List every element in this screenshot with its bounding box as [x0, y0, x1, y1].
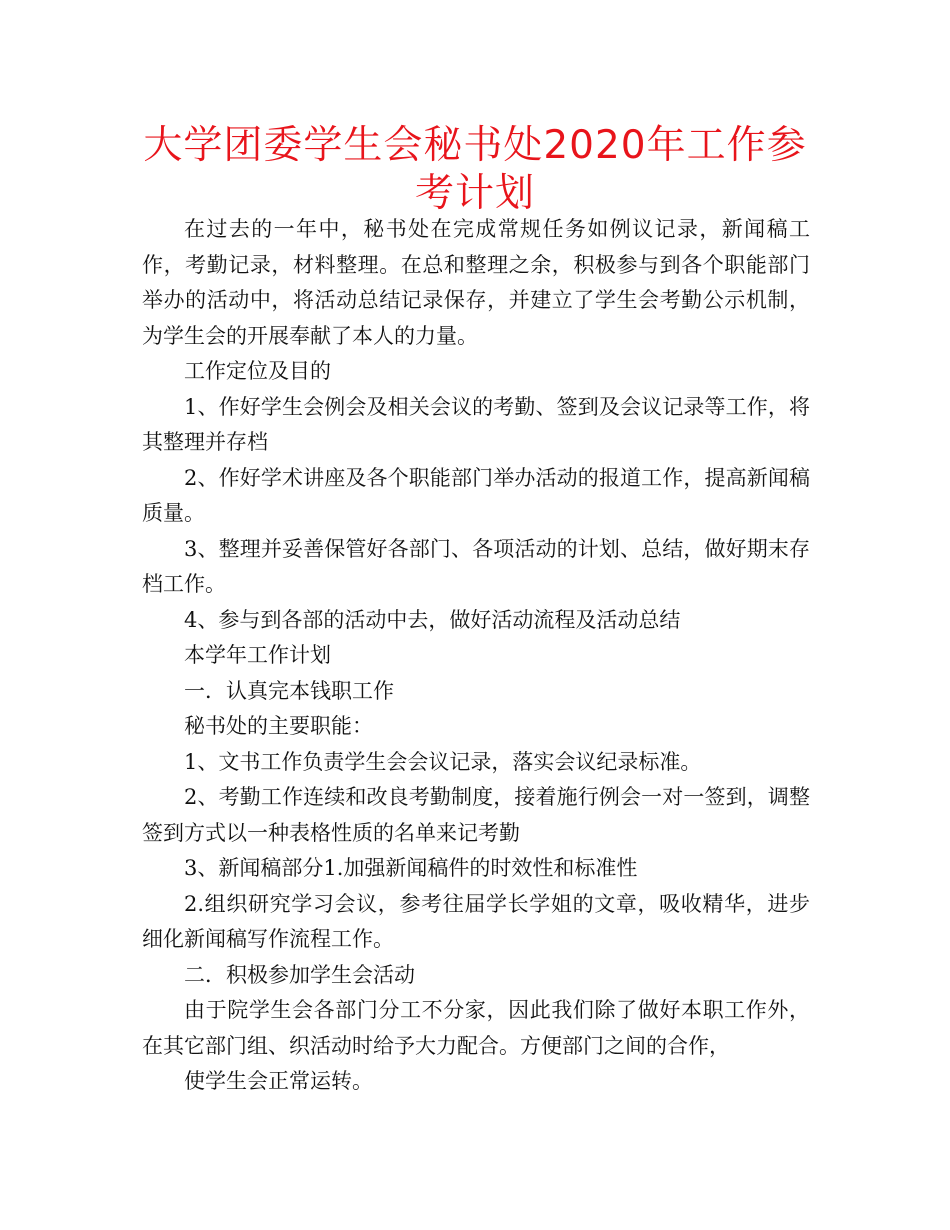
list-item: 3、新闻稿部分1.加强新闻稿件的时效性和标准性 — [184, 856, 638, 880]
list-item: 1、文书工作负责学生会会议记录，落实会议纪录标准。 — [184, 749, 702, 774]
document-title: 大学团委学生会秘书处2020年工作参考计划 — [143, 123, 807, 216]
list-item: 2、考勤工作连续和改良考勤制度，接着施行例会一对一签到，调整签到方式以一种表格性质的名单来记考勤 — [142, 785, 810, 845]
heading-positioning: 工作定位及目的 — [184, 359, 331, 383]
paragraph-intro: 在过去的一年中，秘书处在完成常规任务如例议记录，新闻稿工作，考勤记录，材料整理。在总和整理之余，积极参与到各个职能部门举办的活动中，将活动总结记录保存，并建立了学生会考勤公示机制，为学生会的开展奉献了本人的力量。 — [142, 217, 810, 348]
list-item: 1、作好学生会例会及相关会议的考勤、签到及会议记录等工作，将其整理并存档 — [142, 394, 810, 454]
document-body — [142, 212, 810, 1100]
section-heading: 二．积极参加学生会活动 — [184, 962, 415, 987]
section-heading: 一．认真完本钱职工作 — [184, 678, 394, 703]
paragraph-closing: 使学生会正常运转。 — [184, 1069, 373, 1093]
list-item: 3、整理并妥善保管好各部门、各项活动的计划、总结，做好期末存档工作。 — [142, 536, 810, 596]
heading-plan: 本学年工作计划 — [184, 643, 331, 667]
subheading-functions: 秘书处的主要职能： — [184, 714, 373, 738]
list-item: 2.组织研究学习会议，参考往届学长学姐的文章，吸收精华，进步细化新闻稿写作流程工作。 — [142, 891, 810, 951]
list-item: 4、参与到各部的活动中去，做好活动流程及活动总结 — [184, 607, 681, 632]
list-item: 2、作好学术讲座及各个职能部门举办活动的报道工作，提高新闻稿质量。 — [142, 465, 810, 525]
paragraph-cooperation: 由于院学生会各部门分工不分家，因此我们除了做好本职工作外，在其它部门组、织活动时给予大力配合。方便部门之间的合作， — [142, 998, 810, 1058]
